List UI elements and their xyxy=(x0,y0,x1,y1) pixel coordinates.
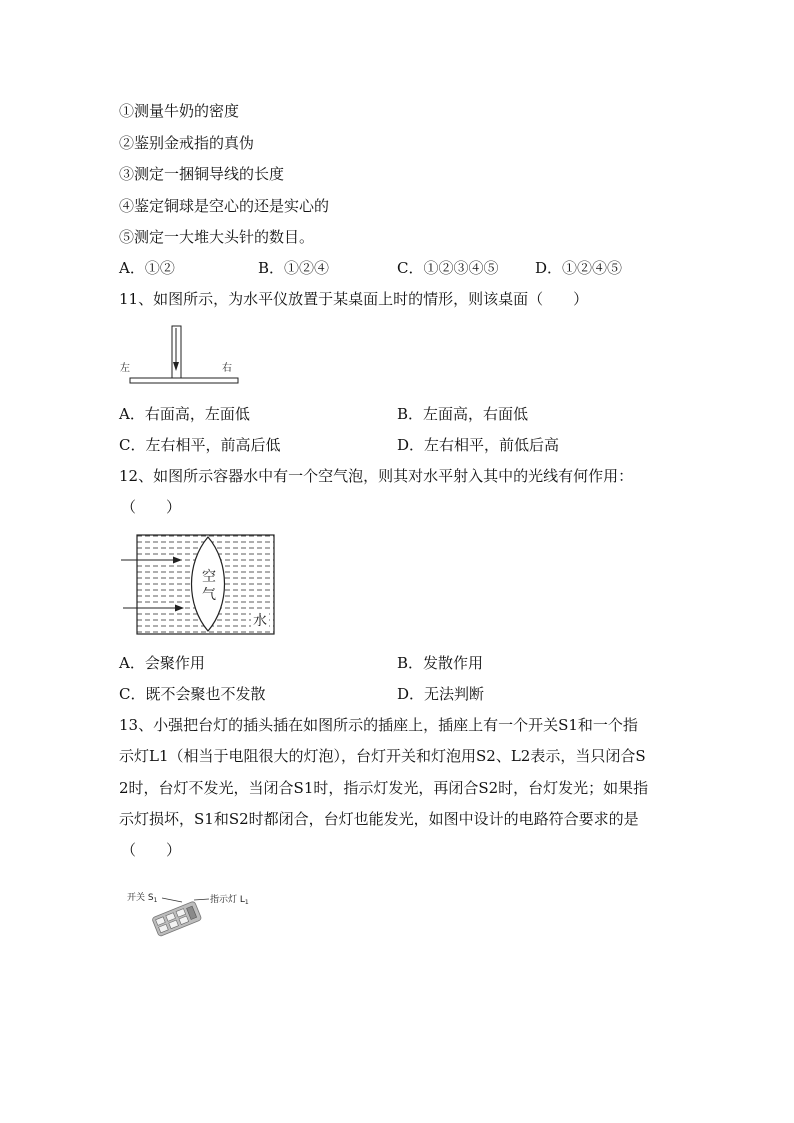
q10-item-5: ⑤测定一大堆大头针的数目。 xyxy=(119,228,315,246)
q11-stem: 11、如图所示，为水平仪放置于某桌面上时的情形，则该桌面（ ） xyxy=(119,290,589,308)
q11-option-a[interactable]: A．右面高，左面低 xyxy=(119,405,250,423)
q13-line-1: 13、小强把台灯的插头插在如图所示的插座上，插座上有一个开关S1和一个指 xyxy=(119,716,638,734)
q12-option-a[interactable]: A．会聚作用 xyxy=(119,654,205,672)
label-right: 右 xyxy=(222,363,232,374)
switch-pointer xyxy=(162,898,182,902)
air-label-2: 气 xyxy=(202,587,216,603)
q11-option-b[interactable]: B．左面高，右面低 xyxy=(397,405,529,423)
q13-line-4: 示灯损坏，S1和S2时都闭合，台灯也能发光，如图中设计的电路符合要求的是 xyxy=(119,810,639,828)
q10-option-b[interactable]: B．①②④ xyxy=(258,259,330,277)
q12-option-d[interactable]: D．无法判断 xyxy=(397,685,485,703)
label-left: 左 xyxy=(120,363,130,374)
q11-option-d[interactable]: D．左右相平，前低后高 xyxy=(397,436,560,454)
q12-answer-paren: （ ） xyxy=(121,498,182,516)
q10-item-3: ③测定一捆铜导线的长度 xyxy=(119,165,285,183)
q10-option-a[interactable]: A．①② xyxy=(119,259,175,277)
q13-socket-figure xyxy=(124,886,264,946)
q12-option-b[interactable]: B．发散作用 xyxy=(397,654,484,672)
plumb-arrow-icon xyxy=(173,362,179,371)
q11-option-c[interactable]: C．左右相平，前高后低 xyxy=(119,436,281,454)
q10-item-2: ②鉴别金戒指的真伪 xyxy=(119,134,255,152)
q11-level-figure xyxy=(118,322,248,392)
air-label-1: 空 xyxy=(202,569,216,585)
water-label: 水 xyxy=(253,613,267,629)
switch-label: 开关 $S_1$ xyxy=(127,893,158,904)
power-strip xyxy=(152,901,202,937)
q13-line-3: 2时，台灯不发光，当闭合S1时，指示灯发光，再闭合S2时，台灯发光；如果指 xyxy=(119,779,649,797)
lamp-pointer xyxy=(194,899,209,900)
q13-answer-paren: （ ） xyxy=(121,841,182,859)
q12-stem: 12、如图所示容器水中有一个空气泡，则其对水平射入其中的光线有何作用： xyxy=(119,467,634,485)
q10-option-d[interactable]: D．①②④⑤ xyxy=(535,259,623,277)
q10-item-4: ④鉴定铜球是空心的还是实心的 xyxy=(119,197,330,215)
q12-option-c[interactable]: C．既不会聚也不发散 xyxy=(119,685,266,703)
q10-option-c[interactable]: C．①②③④⑤ xyxy=(397,259,499,277)
q13-line-2: 示灯L1（相当于电阻很大的灯泡），台灯开关和灯泡用S2、L2表示，当只闭合S xyxy=(119,747,646,765)
q12-bubble-figure xyxy=(121,533,279,637)
level-base xyxy=(130,378,238,383)
lamp-label: 指示灯 $L_1$ xyxy=(210,895,249,906)
q10-item-1: ①测量牛奶的密度 xyxy=(119,102,240,120)
